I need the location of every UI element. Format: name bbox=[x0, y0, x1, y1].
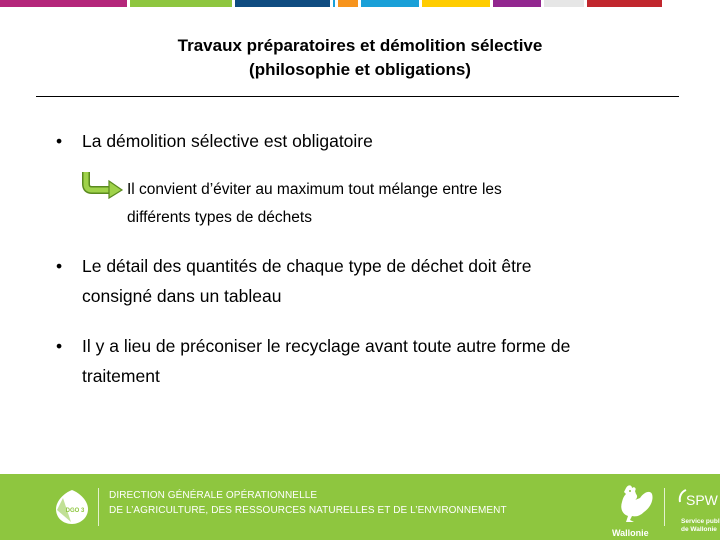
spw-subtitle-line: Service public bbox=[681, 518, 725, 525]
slide-title-line: Travaux préparatoires et démolition sélective bbox=[177, 36, 543, 55]
color-segment bbox=[333, 0, 335, 7]
bullet-marker: • bbox=[56, 256, 63, 276]
color-segment bbox=[0, 0, 127, 7]
title-divider bbox=[36, 96, 679, 97]
bullet-text bbox=[82, 331, 672, 391]
spw-subtitle bbox=[681, 518, 725, 534]
footer-direction-text bbox=[109, 488, 507, 518]
bullet-marker: • bbox=[56, 131, 63, 151]
color-segment bbox=[130, 0, 232, 7]
color-segment bbox=[587, 0, 662, 7]
sub-point-line: Il convient d’éviter au maximum tout mélange entre les bbox=[127, 181, 502, 198]
bullet-marker: • bbox=[56, 336, 63, 356]
spw-logo-text: SPW bbox=[686, 492, 718, 508]
wallonie-rooster-icon bbox=[612, 482, 656, 526]
slide-subtitle-line: (philosophie et obligations) bbox=[249, 60, 471, 79]
spw-subtitle-line: de Wallonie bbox=[681, 526, 717, 533]
bullet-line: Il y a lieu de préconiser le recyclage avant toute autre forme de bbox=[82, 336, 571, 356]
bullet-text bbox=[82, 126, 672, 156]
color-segment bbox=[338, 0, 358, 7]
bullet-text bbox=[82, 251, 672, 311]
dgo3-logo-icon bbox=[54, 489, 90, 525]
bullet-line: consigné dans un tableau bbox=[82, 286, 282, 306]
color-segment bbox=[361, 0, 419, 7]
footer-line: DE L’AGRICULTURE, DES RESSOURCES NATURELLES ET DE L’ENVIRONNEMENT bbox=[109, 505, 507, 516]
spw-logo-icon bbox=[678, 488, 720, 512]
footer-separator bbox=[98, 488, 99, 526]
bullet-line: La démolition sélective est obligatoire bbox=[82, 131, 373, 151]
wallonie-label: Wallonie bbox=[612, 528, 649, 538]
color-segment bbox=[544, 0, 584, 7]
footer-line: DIRECTION GÉNÉRALE OPÉRATIONNELLE bbox=[109, 490, 318, 501]
bullet-line: traitement bbox=[82, 366, 160, 386]
color-segment bbox=[422, 0, 490, 7]
color-segment bbox=[493, 0, 541, 7]
bullet-line: Le détail des quantités de chaque type de déchet doit être bbox=[82, 256, 532, 276]
sub-point-line: différents types de déchets bbox=[127, 209, 312, 226]
curved-arrow-icon bbox=[80, 170, 124, 198]
top-color-bar bbox=[0, 0, 720, 7]
color-segment bbox=[235, 0, 330, 7]
slide-title bbox=[0, 34, 720, 82]
dgo-logo-text: DGO 3 bbox=[65, 508, 85, 514]
footer-separator bbox=[664, 488, 665, 526]
sub-point-text bbox=[127, 176, 687, 232]
footer-band bbox=[0, 474, 725, 540]
